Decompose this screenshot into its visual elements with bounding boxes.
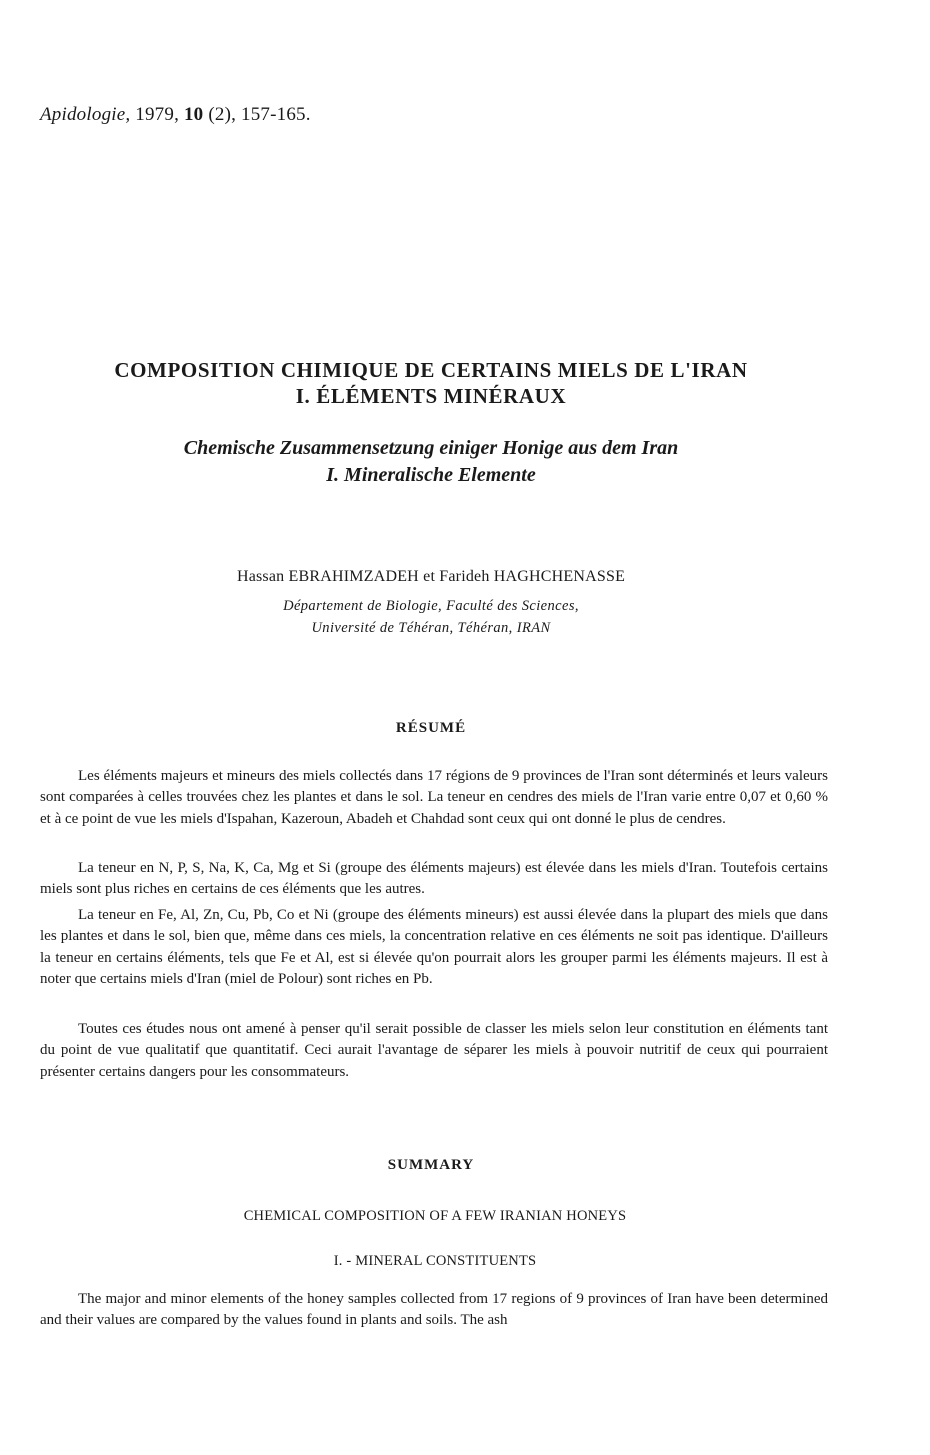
pages: 157-165. (241, 104, 311, 125)
german-title-line-2: I. Mineralische Elemente (326, 464, 536, 486)
resume-paragraph-4: Toutes ces études nous ont amené à penser qu'il serait possible de classer les miels selon leur constitution en éléments tant du point de vue qualitatif que quantitatif. Ceci aurait l'avantage de séparer les miels à pouvoir nutritif de ceux qui pourraient présenter certains dangers pour les consommateurs. (40, 1021, 828, 1080)
german-title-line-1: Chemische Zusammensetzung einiger Honige aus dem Iran (183, 437, 679, 459)
issue: (2), (208, 104, 237, 125)
summary-heading: SUMMARY (387, 1157, 475, 1173)
affiliation-line-2: Université de Téhéran, Téhéran, IRAN (311, 620, 551, 636)
journal-name: Apidologie, (40, 104, 131, 125)
affiliation-line-1: Département de Biologie, Faculté des Sciences, (283, 598, 579, 614)
summary-subtitle-1: CHEMICAL COMPOSITION OF A FEW IRANIAN HONEYS (243, 1208, 627, 1224)
resume-paragraph-1: Les éléments majeurs et mineurs des miels collectés dans 17 régions de 9 provinces de l'Iran sont déterminés et leurs valeurs sont comparées à celles trouvées chez les plantes et dans le sol. La teneur en cendres des miels de l'Iran varie entre 0,07 et 0,60 % et à ce point de vue les miels d'Ispahan, Kazeroun, Abadeh et Chahdad sont ceux qui ont donné le plus de cendres. (40, 768, 828, 827)
summary-paragraph: The major and minor elements of the honey samples collected from 17 regions of 9 provinces of Iran have been determined and their values are compared by the values found in plants and soils. The ash (40, 1291, 828, 1329)
title-line-2: I. ÉLÉMENTS MINÉRAUX (295, 384, 567, 408)
year: 1979, (135, 104, 180, 125)
title-line-1: COMPOSITION CHIMIQUE DE CERTAINS MIELS DE L'IRAN (114, 358, 748, 382)
citation (40, 104, 311, 126)
resume-paragraph-2: La teneur en N, P, S, Na, K, Ca, Mg et Si (groupe des éléments majeurs) est élevée dans les miels d'Iran. Toutefois certains miels sont plus riches en certains de ces éléments que les autres. (40, 860, 828, 898)
volume: 10 (183, 104, 204, 125)
resume-paragraph-3: La teneur en Fe, Al, Zn, Cu, Pb, Co et Ni (groupe des éléments mineurs) est aussi élevée dans la plupart des miels que dans les plantes et dans le sol, bien que, même dans ces miels, la concentration relative en ces éléments ne soit pas identique. D'ailleurs la teneur en certains éléments, tels que Fe et Al, est si élevée qu'on pourrait alors les grouper parmi les éléments majeurs. Il est à noter que certains miels d'Iran (miel de Polour) sont riches en Pb. (40, 907, 828, 988)
authors: Hassan EBRAHIMZADEH et Farideh HAGHCHENASSE (236, 568, 626, 585)
resume-heading: RÉSUMÉ (395, 720, 467, 736)
summary-subtitle-2: I. - MINERAL CONSTITUENTS (333, 1253, 537, 1269)
